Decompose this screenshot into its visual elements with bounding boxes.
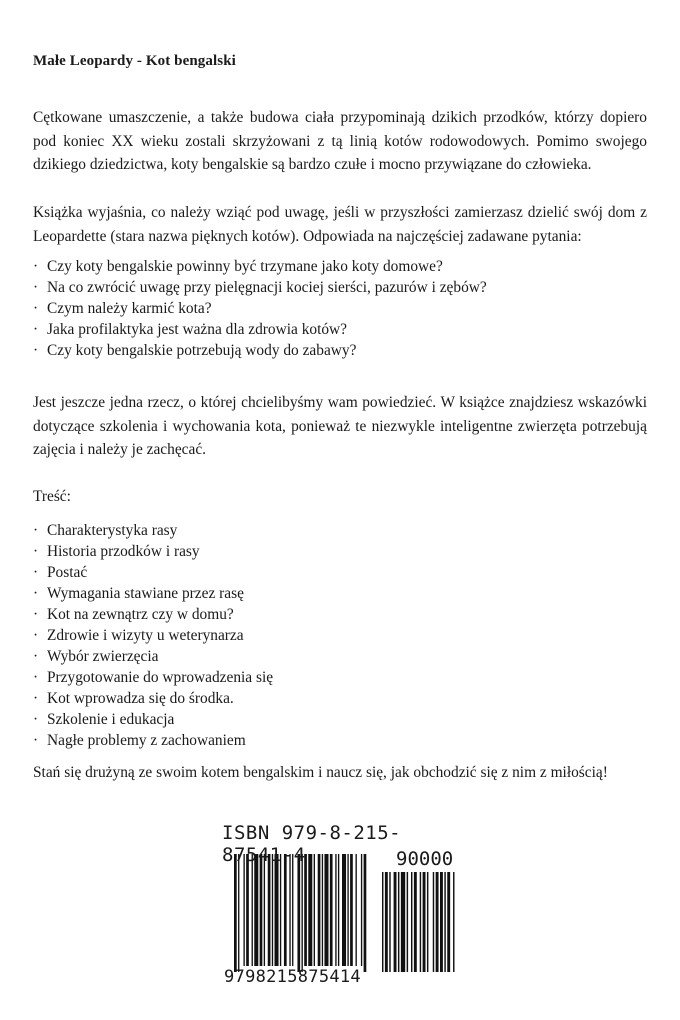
barcode-addon-bar [389, 872, 390, 972]
barcode-bar [330, 854, 333, 966]
barcode-addon-bar [436, 872, 439, 972]
barcode-bar [264, 854, 265, 966]
barcode-addon-bar [423, 872, 426, 972]
barcode-addon-bar [407, 872, 408, 972]
barcode-bar [246, 854, 249, 966]
list-item: · Czy koty bengalskie powinny być trzymane jako koty domowe? [33, 256, 487, 277]
list-item: · Szkolenie i edukacja [33, 709, 273, 730]
questions-list [33, 256, 487, 361]
toc-list [33, 520, 273, 751]
barcode-bar [364, 854, 367, 972]
list-item: · Postać [33, 562, 273, 583]
list-item: · Historia przodków i rasy [33, 541, 273, 562]
barcode-bar [252, 854, 253, 966]
intro-paragraph: Cętkowane umaszczenie, a także budowa ciała przypominają dzikich przodków, którzy dopiero pod koniec XX wieku zostali skrzyżowani z tą linią kotów rodowodowych. Pomimo swojego dzikiego dziedzictwa, koty bengalskie są bardzo czułe i mocno przywiązane do człowieka. [33, 109, 647, 173]
barcode-addon-bar [453, 872, 454, 972]
barcode-bar [338, 854, 339, 966]
barcode-bar [347, 854, 348, 966]
barcode-bar [268, 854, 271, 966]
list-item: · Zdrowie i wizyty u weterynarza [33, 625, 273, 646]
isbn-barcode [222, 822, 457, 992]
barcode-addon-bar [444, 872, 445, 972]
barcode-addon-number: 90000 [396, 848, 454, 870]
explain-paragraph: Książka wyjaśnia, co należy wziąć pod uwagę, jeśli w przyszłości zamierzasz dzielić swój dom z Leopardette (stara nazwa pięknych kotów). Odpowiada na najczęściej zadawane pytania: [33, 204, 647, 245]
barcode-bar [335, 854, 336, 966]
barcode-addon-bar [427, 872, 428, 972]
barcode-addon-bar [414, 872, 417, 972]
more-paragraph: Jest jeszcze jedna rzecz, o której chcielibyśmy wam powiedzieć. W książce znajdziesz wskazówki dotyczące szkolenia i wychowania kota, ponieważ te niezwykle inteligentne zwierzęta potrzebują zajęcia i należy je zachęcać. [33, 394, 647, 458]
barcode-bar [350, 854, 353, 966]
barcode-bar [234, 854, 237, 972]
barcode-bar [318, 854, 321, 966]
list-item: · Kot na zewnątrz czy w domu? [33, 604, 273, 625]
list-item: · Przygotowanie do wprowadzenia się [33, 667, 273, 688]
barcode-bar [361, 854, 362, 966]
barcode-addon-bar [447, 872, 450, 972]
list-item: · Wybór zwierzęcia [33, 646, 273, 667]
barcode-bar [284, 854, 287, 966]
list-item: · Na co zwrócić uwagę przy pielęgnacji kociej sierści, pazurów i zębów? [33, 277, 487, 298]
list-item: · Czym należy karmić kota? [33, 298, 487, 319]
barcode-addon-bar [440, 872, 443, 972]
barcode-addon-bar [401, 872, 405, 972]
barcode-bar [314, 854, 315, 966]
barcode-bar [260, 854, 263, 966]
barcode-bar [289, 854, 290, 966]
barcode-addon-bar [433, 872, 434, 972]
barcode-addon-bar [382, 872, 383, 972]
barcode-bar [243, 854, 244, 966]
barcode-bar [272, 854, 273, 966]
barcode-bar [280, 854, 281, 966]
book-title: Małe Leopardy - Kot bengalski [33, 53, 236, 69]
isbn-text: ISBN 979-8-215-87541-4 [222, 822, 402, 866]
toc-heading: Treść: [33, 488, 71, 505]
list-item: · Nagłe problemy z zachowaniem [33, 730, 273, 751]
barcode-digits: 9798215875414 [224, 967, 361, 987]
barcode-bar [308, 854, 312, 966]
list-item: · Wymagania stawiane przez rasę [33, 583, 273, 604]
list-item: · Jaka profilaktyka jest ważna dla zdrowia kotów? [33, 319, 487, 340]
barcode-bar [275, 854, 279, 966]
barcode-bar [238, 854, 239, 972]
barcode-bar [322, 854, 323, 966]
barcode-bar [297, 854, 300, 972]
list-item: · Czy koty bengalskie potrzebują wody do zabawy? [33, 340, 487, 361]
barcode-addon-bar [398, 872, 399, 972]
list-item: · Charakterystyka rasy [33, 520, 273, 541]
barcode-bar [324, 854, 328, 966]
barcode-addon-bar [411, 872, 412, 972]
barcode-bar [254, 854, 258, 966]
barcode-bar [356, 854, 357, 966]
barcode-addon-bar [385, 872, 388, 972]
closing-line: Stań się drużyną ze swoim kotem bengalskim i naucz się, jak obchodzić się z nim z miłością! [33, 764, 608, 781]
barcode-bar [342, 854, 346, 966]
barcode-addon-bar [394, 872, 397, 972]
barcode-bar [302, 854, 303, 972]
barcode-bar [304, 854, 307, 966]
barcode-bar [292, 854, 293, 966]
barcode-addon-bar [420, 872, 421, 972]
list-item: · Kot wprowadza się do środka. [33, 688, 273, 709]
